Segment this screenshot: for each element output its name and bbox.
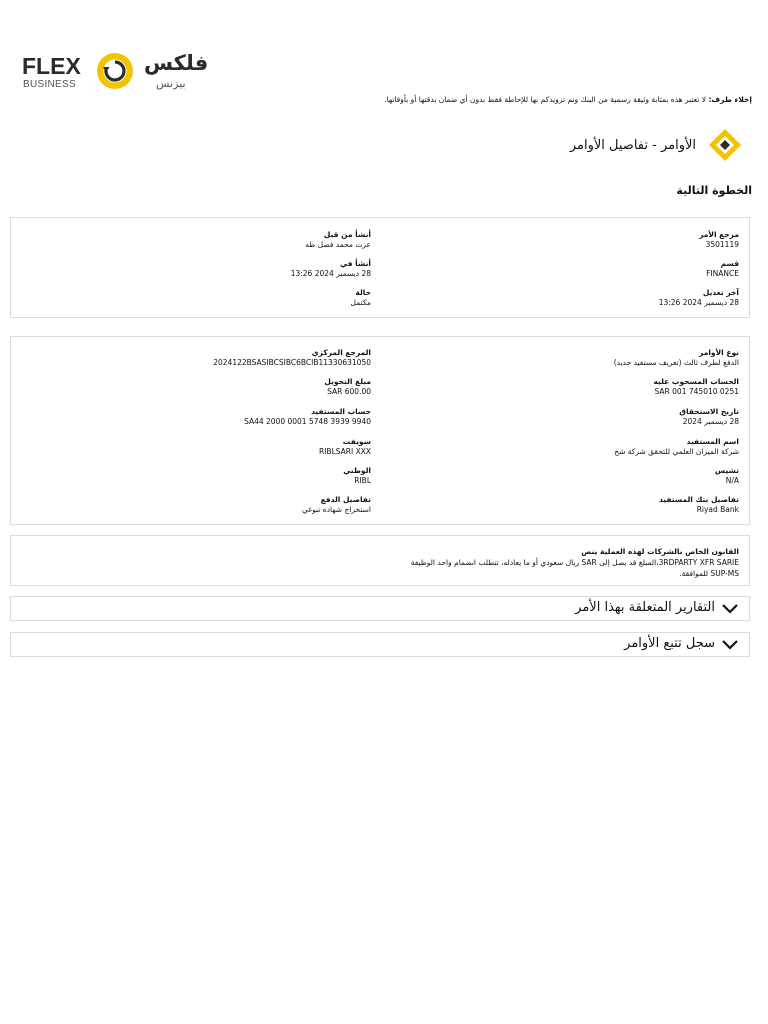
field-value: مكتمل [350, 298, 371, 307]
field-status [351, 288, 371, 308]
order-summary-card [10, 217, 750, 318]
disclaimer-body: لا تعتبر هذه بمثابة وثيقة رسمية من البنك وتم تزويدكم بها للإحاطة فقط بدون أي ضمان بدقتها أو بأوقاتها. [384, 95, 709, 104]
field-beneficiary-bank [659, 495, 739, 515]
field-value: RIBL [354, 476, 371, 485]
logo-ar-text: فلكس [144, 51, 209, 75]
company-rule-label: القانون الخاص بالشركات لهذه العملية ينص [581, 547, 739, 556]
field-value: 0251 745010 001 SAR [654, 387, 739, 396]
field-beneficiary-name [614, 437, 739, 457]
field-order-reference [699, 230, 739, 250]
field-value: SAR 600.00 [327, 387, 371, 396]
logo-ring-icon [95, 50, 135, 92]
field-value: 2024122BSASIBCSIBC6BCIB11330631050 [213, 358, 371, 367]
company-rule [394, 546, 739, 579]
field-transfer-amount [324, 377, 371, 397]
flex-business-logo [20, 49, 220, 95]
field-value: RIBLSARI XXX [319, 447, 371, 456]
field-label: اسم المستفيد [686, 437, 739, 446]
field-label: أنشأ في [340, 259, 371, 268]
field-label: حساب المستفيد [311, 407, 371, 416]
field-value: Riyad Bank [696, 505, 739, 514]
field-label: تفاصيل بنك المستفيد [658, 495, 739, 504]
field-central-reference [213, 348, 371, 368]
logo-en-subtext: BUSINESS [23, 79, 76, 90]
company-rule-card [10, 535, 750, 586]
field-label: آخر تعديل [702, 288, 739, 297]
field-debit-account [654, 377, 740, 397]
field-label: أنشأ من قبل [323, 230, 371, 239]
field-due-date [679, 407, 739, 427]
field-label: قسم [720, 259, 739, 268]
field-created-by [305, 230, 371, 250]
field-value: شركة الميزان العلمي للتحقق شركة شخ [614, 447, 739, 456]
company-rule-text: 3RDPARTY XFR SARIE،المبلغ قد يصل إلى SAR ريال سعودي أو ما يعادله، تتطلب انضمام واحد الوظيفة SUP-MS للموافقة. [410, 558, 739, 578]
field-order-type [614, 348, 739, 368]
field-label: حالة [355, 288, 371, 297]
page-title: الأوامر - تفاصيل الأوامر [569, 137, 696, 153]
field-chips [715, 466, 739, 486]
field-swift [319, 437, 371, 457]
diamond-logo-icon [708, 128, 742, 162]
field-value: 28 ديسمبر 2024 [682, 417, 739, 426]
section-order-audit-log[interactable] [10, 632, 750, 657]
field-label: سويفت [342, 437, 371, 446]
field-created-at [291, 259, 371, 279]
order-details-card [10, 336, 750, 525]
field-last-modified [659, 288, 739, 308]
logo-en-text: FLEX [22, 53, 81, 79]
field-label: المرجع المركزي [311, 348, 371, 357]
field-label: تشيس [714, 466, 739, 475]
field-value: استخراج شهاده تبوغي [302, 505, 371, 514]
field-department [706, 259, 739, 279]
field-payment-details [302, 495, 371, 515]
field-national [343, 466, 371, 486]
field-beneficiary-account [244, 407, 371, 427]
field-value: الدفع لطرف ثالث (تعريف مستفيد جديد) [613, 358, 739, 367]
field-value: N/A [725, 476, 739, 485]
field-value: FINANCE [706, 269, 739, 278]
field-label: مرجع الأمر [699, 230, 739, 239]
field-label: تفاصيل الدفع [320, 495, 371, 504]
chevron-down-icon[interactable] [721, 638, 739, 652]
field-label: مبلغ التحويل [324, 377, 371, 386]
field-value: عزت محمد فضل طه [305, 240, 371, 249]
field-value: SA44 2000 0001 5748 3939 9940 [244, 417, 371, 426]
field-label: نوع الأوامر [699, 348, 739, 357]
field-label: الحساب المسحوب عليه [653, 377, 739, 386]
chevron-down-icon[interactable] [721, 602, 739, 616]
disclaimer-text [152, 95, 752, 104]
disclaimer-label: إخلاء طرف: [708, 95, 752, 104]
field-label: تاريخ الاستحقاق [679, 407, 739, 416]
field-value: 28 ديسمبر 2024 13:26 [658, 298, 739, 307]
next-step-heading: الخطوة التالية [676, 184, 752, 197]
field-label: الوطني [343, 466, 371, 475]
logo-ar-subtext: بيزنس [156, 77, 186, 90]
field-value: 3501119 [705, 240, 739, 249]
field-value: 28 ديسمبر 2024 13:26 [290, 269, 371, 278]
section-related-reports-label: التقارير المتعلقة بهذا الأمر [575, 600, 715, 615]
section-related-reports[interactable] [10, 596, 750, 621]
section-order-audit-log-label: سجل تتبع الأوامر [624, 636, 715, 651]
page-header [570, 128, 742, 162]
